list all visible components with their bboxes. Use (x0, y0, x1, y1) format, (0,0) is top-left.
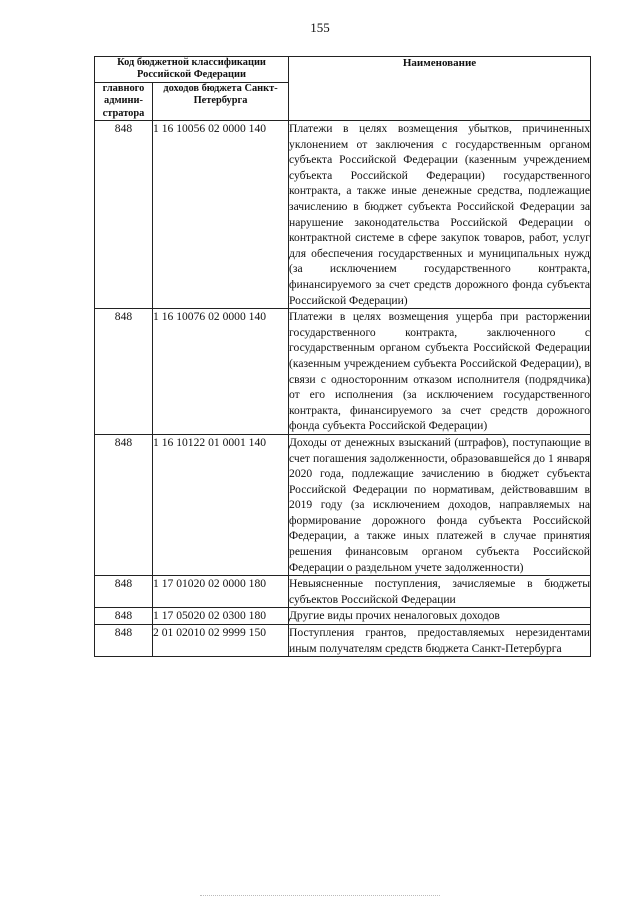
page-number: 155 (310, 20, 330, 35)
table-row (95, 434, 591, 575)
name-cell: Невыясненные поступления, зачисляемые в бюджеты субъектов Российской Федерации (289, 576, 591, 608)
code-group-header: Код бюджетной классификации Российской Федерации (95, 57, 289, 83)
name-cell: Доходы от денежных взысканий (штрафов), поступающие в счет погашения задолженности, образовавшейся до 1 января 2020 года, подлежащие зачислению в бюджет субъекта Российской Федерации по нормативам, действовавшим в 2019 году (за исключением доходов, направляемых на формирование дорожного фонда субъекта Российской Федерации, а также иных платежей в случае принятия решения финансовым органом субъекта Российской Федерации о раздельном учете задолженности) (289, 434, 591, 575)
header-row-top (95, 57, 591, 83)
table-row (95, 121, 591, 309)
name-cell: Платежи в целях возмещения убытков, причиненных уклонением от заключения с государственным органом субъекта Российской Федерации (казенным учреждением субъекта Российской Федерации) государственного контракта, а также иные денежные средства, подлежащие зачислению в бюджет субъекта Российской Федерации за нарушение законодательства Российской Федерации о контрактной системе в сфере закупок товаров, работ, услуг для обеспечения государственных и муниципальных нужд (за исключением государственного контракта, финансируемого за счет средств дорожного фонда субъекта Российской Федерации) (289, 121, 591, 309)
admin-code-cell: 848 (95, 625, 153, 657)
income-code-cell: 1 16 10076 02 0000 140 (153, 309, 289, 435)
name-cell: Поступления грантов, предоставляемых нерезидентами иным получателям средств бюджета Санкт-Петербурга (289, 625, 591, 657)
admin-code-cell: 848 (95, 121, 153, 309)
income-code-cell: 1 16 10122 01 0001 140 (153, 434, 289, 575)
income-code-cell: 1 16 10056 02 0000 140 (153, 121, 289, 309)
table-row (95, 625, 591, 657)
scan-footer-mark (200, 895, 440, 899)
table-row (95, 608, 591, 625)
name-cell: Платежи в целях возмещения ущерба при расторжении государственного контракта, заключенного с государственным органом субъекта Российской Федерации (казенным учреждением субъекта Российской Федерации), в связи с односторонним отказом исполнителя (подрядчика) от его исполнения (за исключением государственного контракта, финансируемого за счет средств дорожного фонда субъекта Российской Федерации) (289, 309, 591, 435)
name-cell: Другие виды прочих неналоговых доходов (289, 608, 591, 625)
income-code-cell: 1 17 01020 02 0000 180 (153, 576, 289, 608)
admin-code-cell: 848 (95, 434, 153, 575)
table-row (95, 309, 591, 435)
admin-code-cell: 848 (95, 608, 153, 625)
income-code-cell: 2 01 02010 02 9999 150 (153, 625, 289, 657)
income-code-cell: 1 17 05020 02 0300 180 (153, 608, 289, 625)
income-column-header: доходов бюджета Санкт-Петербурга (153, 82, 289, 120)
table-row (95, 576, 591, 608)
admin-code-cell: 848 (95, 576, 153, 608)
name-column-header: Наименование (289, 57, 591, 121)
admin-column-header: главного админи-стратора (95, 82, 153, 120)
budget-classification-table (94, 56, 591, 657)
admin-code-cell: 848 (95, 309, 153, 435)
